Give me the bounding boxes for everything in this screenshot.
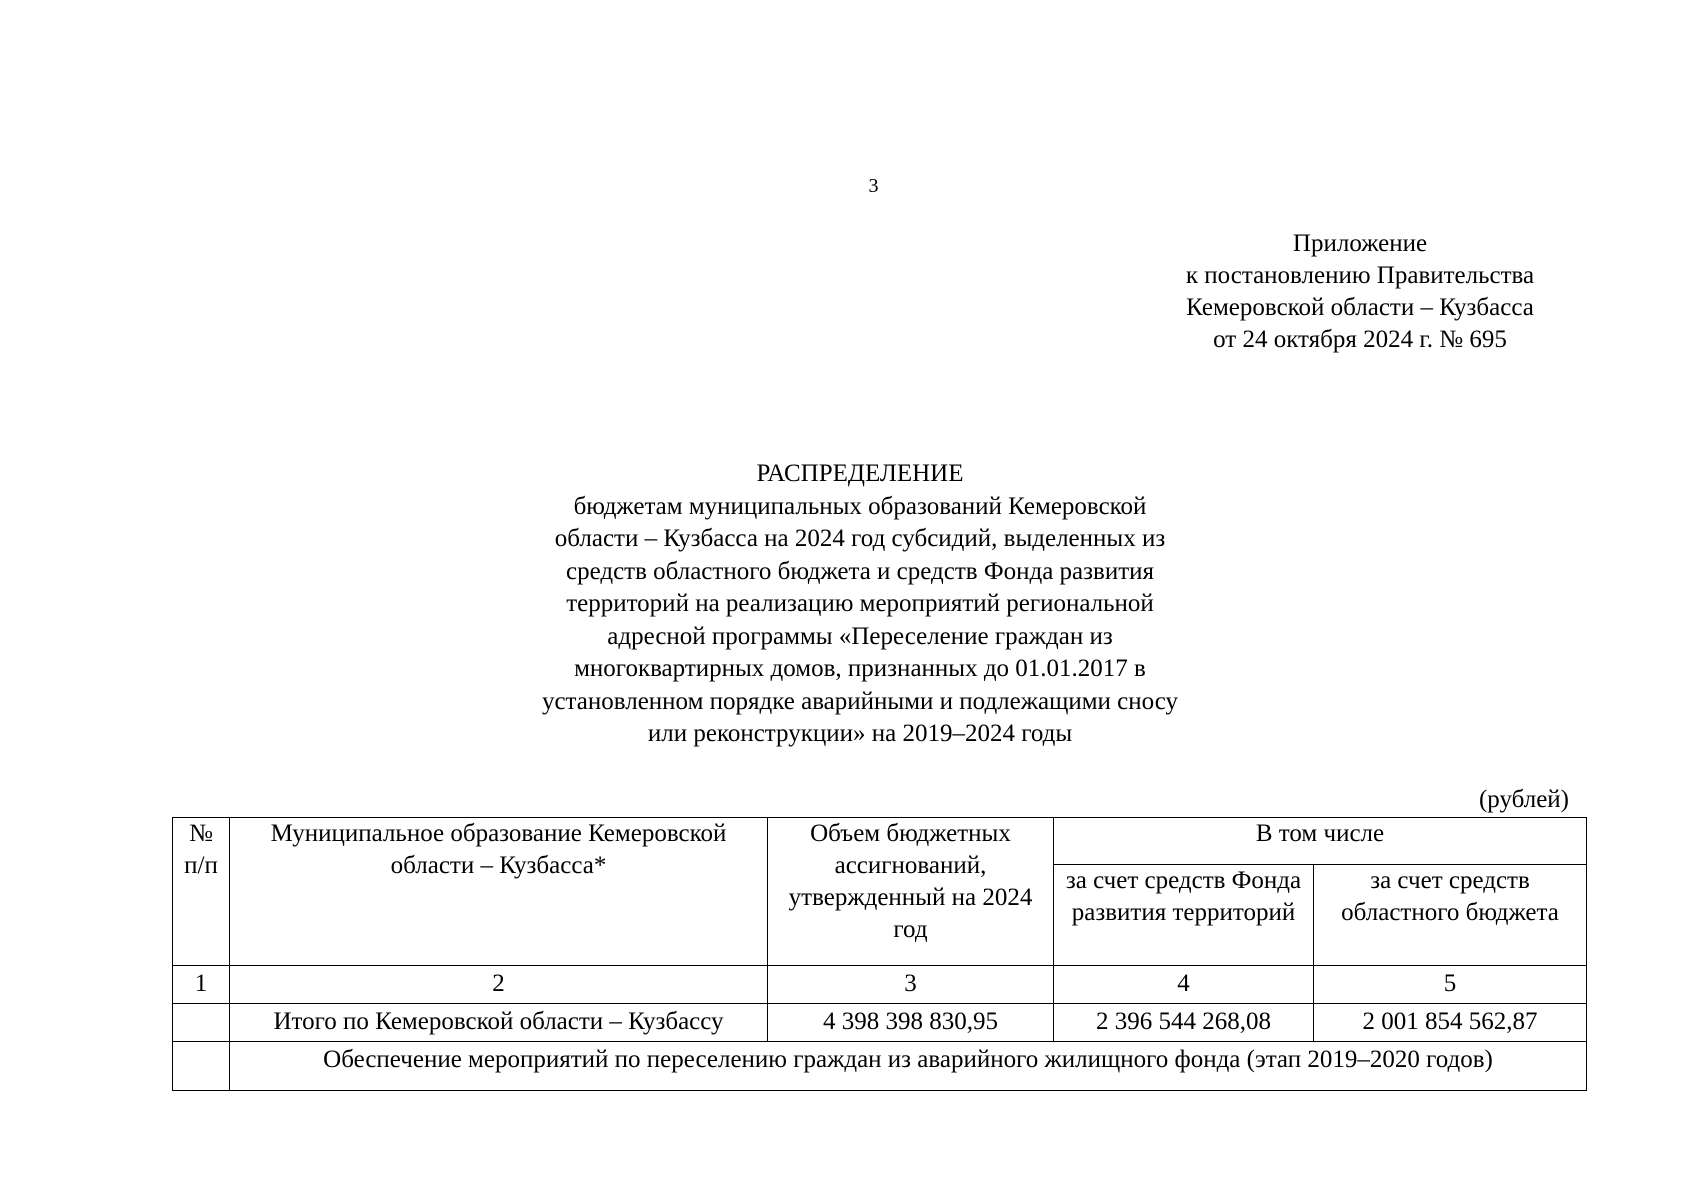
title-line: бюджетам муниципальных образований Кемеровской (573, 492, 1147, 520)
title-line: адресной программы «Переселение граждан из (607, 622, 1113, 650)
total-regional: 2 001 854 562,87 (1314, 1004, 1587, 1042)
header-volume: Объем бюджетных ассигнований, утвержденный на 2024 год (768, 818, 1054, 966)
table-row-total (173, 1004, 1587, 1042)
header-regional: за счет средств областного бюджета (1314, 865, 1587, 966)
appendix-line: Приложение (1292, 230, 1428, 257)
total-volume: 4 398 398 830,95 (768, 1004, 1054, 1042)
total-fund: 2 396 544 268,08 (1054, 1004, 1314, 1042)
stage-num-cell (173, 1042, 230, 1091)
title-line: установленном порядке аварийными и подлежащими сносу (541, 687, 1179, 715)
title-line: или реконструкции» на 2019–2024 годы (647, 720, 1073, 747)
column-number: 5 (1314, 966, 1587, 1004)
column-number: 4 (1054, 966, 1314, 1004)
document-title (400, 458, 1320, 751)
header-including: В том числе (1054, 818, 1587, 865)
title-line: территорий на реализацию мероприятий региональной (566, 590, 1154, 617)
units-label: (рублей) (1478, 786, 1569, 813)
title-line: области – Кузбасса на 2024 год субсидий, выделенных из (554, 525, 1166, 552)
title-line: многоквартирных домов, признанных до 01.01.2017 в (574, 655, 1146, 682)
appendix-block (1150, 228, 1570, 356)
table-row-stage (173, 1042, 1587, 1091)
stage-label: Обеспечение мероприятий по переселению граждан из аварийного жилищного фонда (этап 2019–2020 годов) (230, 1042, 1587, 1091)
title-line: средств областного бюджета и средств Фонда развития (565, 557, 1154, 585)
table-header-row (173, 818, 1587, 865)
appendix-line: к постановлению Правительства (1185, 262, 1535, 289)
budget-table (172, 817, 1587, 1091)
header-num: № п/п (173, 818, 230, 966)
column-numbers-row (173, 966, 1587, 1004)
column-number: 3 (768, 966, 1054, 1004)
page-number: 3 (868, 175, 879, 197)
column-number: 2 (230, 966, 768, 1004)
total-num-cell (173, 1004, 230, 1042)
total-label: Итого по Кемеровской области – Кузбассу (230, 1004, 768, 1042)
header-municipality: Муниципальное образование Кемеровской области – Кузбасса* (230, 818, 768, 966)
header-fund: за счет средств Фонда развития территорий (1054, 865, 1314, 966)
appendix-line: Кемеровской области – Кузбасса (1186, 294, 1534, 321)
appendix-line: от 24 октября 2024 г. № 695 (1213, 326, 1507, 353)
title-heading: РАСПРЕДЕЛЕНИЕ (756, 460, 964, 487)
column-number: 1 (173, 966, 230, 1004)
